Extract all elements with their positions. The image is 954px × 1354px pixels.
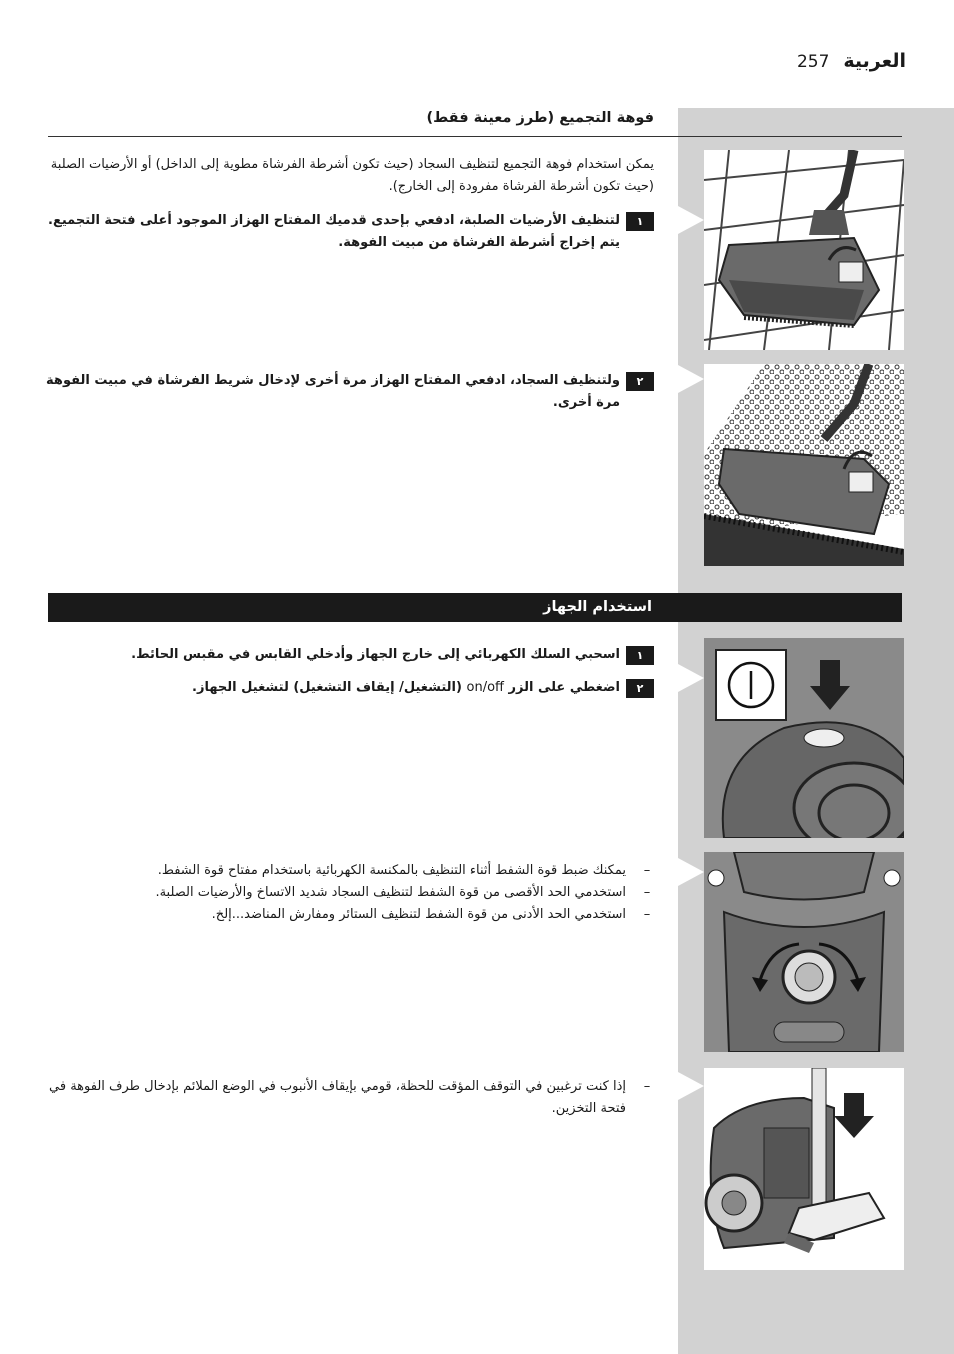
power-button-illustration xyxy=(704,638,904,838)
step-text: ولتنظيف السجاد، ادفعي المفتاح الهزاز مرة أخرى لإدخال شريط الفرشاة في مبيت الفوهة مرة أخرى. xyxy=(46,373,620,410)
bullet-dash: – xyxy=(643,863,651,878)
section-title-nozzle: فوهة التجميع (طرز معينة فقط) xyxy=(426,110,654,126)
bullet-min-suction xyxy=(44,904,654,926)
section-rule xyxy=(48,136,902,137)
language-label: العربية xyxy=(843,50,906,72)
bullet-max-suction xyxy=(44,882,654,904)
step-text: لتنظيف الأرضيات الصلبة، ادفعي بإحدى قدميك المفتاح الهزاز الموجود أعلى فتحة التجميع. يتم إخراج أشرطة الفرشاة من مبيت الفوهة. xyxy=(48,213,620,250)
page-number: 257 xyxy=(796,52,830,72)
bullet-text: استخدمي الحد الأقصى من قوة الشفط لتنظيف السجاد شديد الاتساخ والأرضيات الصلبة. xyxy=(155,885,626,900)
onoff-key-label: on/off xyxy=(466,680,504,695)
page-header xyxy=(797,50,906,72)
bullet-dash: – xyxy=(643,885,651,900)
bullet-text: استخدمي الحد الأدنى من قوة الشفط لتنظيف الستائر ومفارش المناضد...إلخ. xyxy=(211,907,626,922)
step-number: ١ xyxy=(626,646,654,665)
step-plug-in xyxy=(44,644,654,666)
step-number: ١ xyxy=(626,212,654,231)
pointer-arrow xyxy=(678,365,704,393)
nozzle-hard-floor-illustration xyxy=(704,150,904,350)
step-text-before: اضغطي على الزر xyxy=(508,680,620,695)
pointer-arrow xyxy=(678,206,704,234)
step-text: اسحبي السلك الكهربائي إلى خارج الجهاز وأدخلي القابس في مقبس الحائط. xyxy=(131,647,620,662)
step-switch-on xyxy=(44,677,654,699)
parking-position-illustration xyxy=(704,1068,904,1270)
bullet-dash: – xyxy=(643,1079,651,1094)
bullet-dash: – xyxy=(643,907,651,922)
bullet-suction-adjust xyxy=(44,860,654,882)
pointer-arrow xyxy=(678,664,704,692)
step-text xyxy=(192,677,620,699)
bullet-parking xyxy=(44,1076,654,1120)
suction-dial-illustration xyxy=(704,852,904,1052)
bullet-text: يمكنك ضبط قوة الشفط أثناء التنظيف بالمكنسة الكهربائية باستخدام مفتاح قوة الشفط. xyxy=(157,863,626,878)
step-number: ٢ xyxy=(626,372,654,391)
intro-paragraph: يمكن استخدام فوهة التجميع لتنظيف السجاد (حيث تكون أشرطة الفرشاة مطوية إلى الداخل) أو الأرضيات الصلبة (حيث تكون أشرطة الفرشاة مفرودة إلى الخارج). xyxy=(50,157,654,194)
bullet-text: إذا كنت ترغبين في التوقف المؤقت للحظة، قومي بإيقاف الأنبوب في الوضع الملائم بإدخال طرف الفوهة في فتحة التخزين. xyxy=(49,1079,626,1116)
step-text-after: (التشغيل/ إيقاف التشغيل) لتشغيل الجهاز. xyxy=(192,680,462,695)
step-number: ٢ xyxy=(626,679,654,698)
section-title-using-appliance: استخدام الجهاز xyxy=(48,593,902,622)
pointer-arrow xyxy=(678,1072,704,1100)
step-carpet xyxy=(44,370,654,414)
step-hard-floor xyxy=(44,210,654,254)
pointer-arrow xyxy=(678,858,704,886)
nozzle-carpet-illustration xyxy=(704,364,904,566)
